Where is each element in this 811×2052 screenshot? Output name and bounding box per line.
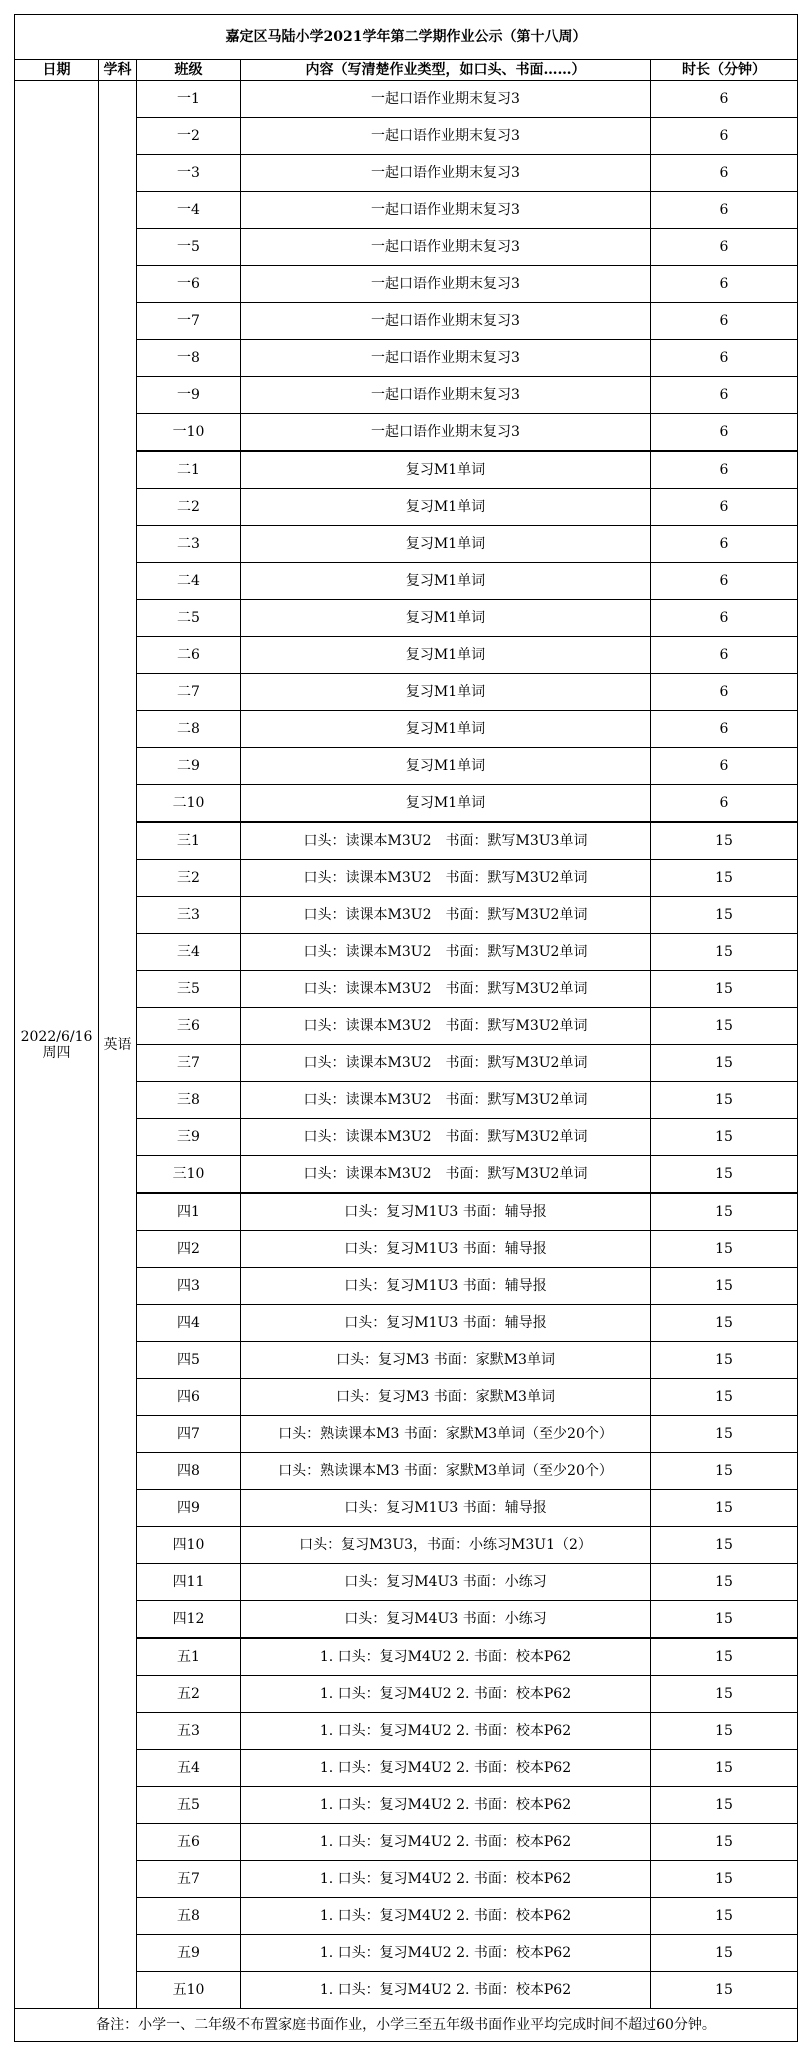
class-cell: 四9: [137, 1490, 241, 1527]
content-cell: 一起口语作业期末复习3: [241, 229, 651, 266]
duration-cell: 15: [651, 1008, 798, 1045]
content-cell: 复习M1单词: [241, 600, 651, 637]
content-cell: 复习M1单词: [241, 526, 651, 563]
content-cell: 口头：熟读课本M3 书面：家默M3单词（至少20个）: [241, 1453, 651, 1490]
duration-cell: 15: [651, 1416, 798, 1453]
content-cell: 口头：复习M1U3 书面：辅导报: [241, 1490, 651, 1527]
class-cell: 一5: [137, 229, 241, 266]
duration-cell: 6: [651, 451, 798, 489]
duration-cell: 15: [651, 1972, 798, 2009]
duration-cell: 15: [651, 1119, 798, 1156]
class-cell: 三10: [137, 1156, 241, 1194]
class-cell: 一8: [137, 340, 241, 377]
content-cell: 复习M1单词: [241, 563, 651, 600]
duration-cell: 15: [651, 822, 798, 860]
content-cell: 口头：复习M4U3 书面：小练习: [241, 1564, 651, 1601]
content-cell: 口头：读课本M3U2 书面：默写M3U2单词: [241, 1008, 651, 1045]
content-cell: 口头：熟读课本M3 书面：家默M3单词（至少20个）: [241, 1416, 651, 1453]
duration-cell: 15: [651, 1824, 798, 1861]
duration-cell: 6: [651, 81, 798, 118]
class-cell: 五3: [137, 1713, 241, 1750]
duration-cell: 6: [651, 377, 798, 414]
duration-cell: 6: [651, 785, 798, 823]
duration-cell: 15: [651, 971, 798, 1008]
duration-cell: 6: [651, 489, 798, 526]
class-cell: 四12: [137, 1601, 241, 1639]
duration-cell: 6: [651, 118, 798, 155]
content-cell: 口头：复习M1U3 书面：辅导报: [241, 1231, 651, 1268]
duration-cell: 6: [651, 600, 798, 637]
content-cell: 复习M1单词: [241, 674, 651, 711]
duration-cell: 15: [651, 1305, 798, 1342]
duration-cell: 15: [651, 1268, 798, 1305]
duration-cell: 15: [651, 934, 798, 971]
class-cell: 二9: [137, 748, 241, 785]
class-cell: 二7: [137, 674, 241, 711]
class-cell: 一3: [137, 155, 241, 192]
class-cell: 一10: [137, 414, 241, 452]
duration-cell: 6: [651, 563, 798, 600]
class-cell: 四6: [137, 1379, 241, 1416]
class-cell: 五1: [137, 1638, 241, 1676]
class-cell: 一4: [137, 192, 241, 229]
duration-cell: 15: [651, 1750, 798, 1787]
class-cell: 二6: [137, 637, 241, 674]
duration-cell: 6: [651, 414, 798, 452]
class-cell: 三9: [137, 1119, 241, 1156]
duration-cell: 6: [651, 748, 798, 785]
class-cell: 五9: [137, 1935, 241, 1972]
content-cell: 复习M1单词: [241, 451, 651, 489]
class-cell: 四8: [137, 1453, 241, 1490]
duration-cell: 15: [651, 1935, 798, 1972]
duration-cell: 15: [651, 1638, 798, 1676]
content-cell: 口头：读课本M3U2 书面：默写M3U2单词: [241, 1045, 651, 1082]
duration-cell: 15: [651, 1156, 798, 1194]
duration-cell: 15: [651, 1193, 798, 1231]
content-cell: 1. 口头：复习M4U2 2. 书面：校本P62: [241, 1638, 651, 1676]
content-cell: 口头：复习M3U3，书面：小练习M3U1（2）: [241, 1527, 651, 1564]
content-cell: 1. 口头：复习M4U2 2. 书面：校本P62: [241, 1824, 651, 1861]
class-cell: 五10: [137, 1972, 241, 2009]
class-cell: 四1: [137, 1193, 241, 1231]
class-cell: 四10: [137, 1527, 241, 1564]
duration-cell: 15: [651, 1082, 798, 1119]
header-row: [15, 60, 798, 81]
content-cell: 一起口语作业期末复习3: [241, 303, 651, 340]
header-content: 内容（写清楚作业类型，如口头、书面……）: [241, 60, 651, 81]
class-cell: 一2: [137, 118, 241, 155]
duration-cell: 6: [651, 711, 798, 748]
content-cell: 1. 口头：复习M4U2 2. 书面：校本P62: [241, 1676, 651, 1713]
class-cell: 二2: [137, 489, 241, 526]
content-cell: 复习M1单词: [241, 748, 651, 785]
content-cell: 1. 口头：复习M4U2 2. 书面：校本P62: [241, 1972, 651, 2009]
content-cell: 口头：复习M1U3 书面：辅导报: [241, 1305, 651, 1342]
duration-cell: 6: [651, 303, 798, 340]
content-cell: 复习M1单词: [241, 785, 651, 823]
content-cell: 一起口语作业期末复习3: [241, 118, 651, 155]
duration-cell: 15: [651, 1713, 798, 1750]
duration-cell: 15: [651, 1527, 798, 1564]
duration-cell: 15: [651, 1379, 798, 1416]
class-cell: 二8: [137, 711, 241, 748]
class-cell: 二5: [137, 600, 241, 637]
header-subject: 学科: [99, 60, 137, 81]
class-cell: 一7: [137, 303, 241, 340]
duration-cell: 15: [651, 1564, 798, 1601]
class-cell: 四4: [137, 1305, 241, 1342]
class-cell: 二1: [137, 451, 241, 489]
page-title: 嘉定区马陆小学2021学年第二学期作业公示（第十八周）: [15, 15, 798, 60]
date-text: 2022/6/16: [20, 1028, 93, 1045]
content-cell: 1. 口头：复习M4U2 2. 书面：校本P62: [241, 1750, 651, 1787]
content-cell: 一起口语作业期末复习3: [241, 377, 651, 414]
content-cell: 一起口语作业期末复习3: [241, 266, 651, 303]
duration-cell: 15: [651, 1342, 798, 1379]
content-cell: 1. 口头：复习M4U2 2. 书面：校本P62: [241, 1898, 651, 1935]
duration-cell: 15: [651, 1898, 798, 1935]
class-cell: 四2: [137, 1231, 241, 1268]
duration-cell: 15: [651, 860, 798, 897]
class-cell: 一1: [137, 81, 241, 118]
duration-cell: 15: [651, 1861, 798, 1898]
duration-cell: 6: [651, 340, 798, 377]
content-cell: 复习M1单词: [241, 711, 651, 748]
content-cell: 口头：读课本M3U2 书面：默写M3U2单词: [241, 971, 651, 1008]
duration-cell: 6: [651, 192, 798, 229]
class-cell: 二10: [137, 785, 241, 823]
class-cell: 三3: [137, 897, 241, 934]
class-cell: 三7: [137, 1045, 241, 1082]
class-cell: 一9: [137, 377, 241, 414]
content-cell: 1. 口头：复习M4U2 2. 书面：校本P62: [241, 1935, 651, 1972]
note-text: 备注：小学一、二年级不布置家庭书面作业，小学三至五年级书面作业平均完成时间不超过60分钟。: [15, 2009, 798, 2042]
class-cell: 四5: [137, 1342, 241, 1379]
content-cell: 一起口语作业期末复习3: [241, 192, 651, 229]
duration-cell: 15: [651, 1601, 798, 1639]
content-cell: 口头：读课本M3U2 书面：默写M3U3单词: [241, 822, 651, 860]
duration-cell: 15: [651, 1231, 798, 1268]
content-cell: 口头：读课本M3U2 书面：默写M3U2单词: [241, 1119, 651, 1156]
duration-cell: 6: [651, 637, 798, 674]
content-cell: 1. 口头：复习M4U2 2. 书面：校本P62: [241, 1861, 651, 1898]
class-cell: 二3: [137, 526, 241, 563]
class-cell: 五8: [137, 1898, 241, 1935]
class-cell: 三2: [137, 860, 241, 897]
content-cell: 一起口语作业期末复习3: [241, 81, 651, 118]
content-cell: 口头：复习M3 书面：家默M3单词: [241, 1342, 651, 1379]
class-cell: 四7: [137, 1416, 241, 1453]
date-cell: [15, 81, 99, 2009]
header-class: 班级: [137, 60, 241, 81]
class-cell: 二4: [137, 563, 241, 600]
class-cell: 三5: [137, 971, 241, 1008]
homework-table: [14, 14, 798, 2042]
duration-cell: 15: [651, 1787, 798, 1824]
class-cell: 五7: [137, 1861, 241, 1898]
content-cell: 口头：读课本M3U2 书面：默写M3U2单词: [241, 1082, 651, 1119]
content-cell: 口头：复习M1U3 书面：辅导报: [241, 1193, 651, 1231]
class-cell: 三6: [137, 1008, 241, 1045]
class-cell: 五6: [137, 1824, 241, 1861]
class-cell: 一6: [137, 266, 241, 303]
content-cell: 一起口语作业期末复习3: [241, 155, 651, 192]
class-cell: 五2: [137, 1676, 241, 1713]
duration-cell: 15: [651, 1490, 798, 1527]
content-cell: 口头：读课本M3U2 书面：默写M3U2单词: [241, 860, 651, 897]
content-cell: 口头：复习M3 书面：家默M3单词: [241, 1379, 651, 1416]
duration-cell: 15: [651, 1453, 798, 1490]
weekday-text: 周四: [42, 1044, 71, 1061]
content-cell: 复习M1单词: [241, 489, 651, 526]
class-cell: 五5: [137, 1787, 241, 1824]
duration-cell: 6: [651, 526, 798, 563]
class-cell: 四11: [137, 1564, 241, 1601]
table-row: [15, 81, 798, 118]
content-cell: 1. 口头：复习M4U2 2. 书面：校本P62: [241, 1787, 651, 1824]
duration-cell: 6: [651, 674, 798, 711]
class-cell: 四3: [137, 1268, 241, 1305]
class-cell: 三4: [137, 934, 241, 971]
content-cell: 口头：读课本M3U2 书面：默写M3U2单词: [241, 1156, 651, 1194]
duration-cell: 6: [651, 155, 798, 192]
content-cell: 一起口语作业期末复习3: [241, 414, 651, 452]
class-cell: 五4: [137, 1750, 241, 1787]
content-cell: 口头：读课本M3U2 书面：默写M3U2单词: [241, 934, 651, 971]
content-cell: 复习M1单词: [241, 637, 651, 674]
duration-cell: 15: [651, 1045, 798, 1082]
content-cell: 口头：复习M1U3 书面：辅导报: [241, 1268, 651, 1305]
class-cell: 三1: [137, 822, 241, 860]
content-cell: 一起口语作业期末复习3: [241, 340, 651, 377]
duration-cell: 6: [651, 229, 798, 266]
header-duration: 时长（分钟）: [651, 60, 798, 81]
duration-cell: 15: [651, 897, 798, 934]
duration-cell: 6: [651, 266, 798, 303]
header-date: 日期: [15, 60, 99, 81]
table-body: [15, 15, 798, 2042]
content-cell: 口头：读课本M3U2 书面：默写M3U2单词: [241, 897, 651, 934]
subject-cell: 英语: [99, 81, 137, 2009]
note-row: [15, 2009, 798, 2042]
content-cell: 1. 口头：复习M4U2 2. 书面：校本P62: [241, 1713, 651, 1750]
duration-cell: 15: [651, 1676, 798, 1713]
class-cell: 三8: [137, 1082, 241, 1119]
content-cell: 口头：复习M4U3 书面：小练习: [241, 1601, 651, 1639]
title-row: [15, 15, 798, 60]
